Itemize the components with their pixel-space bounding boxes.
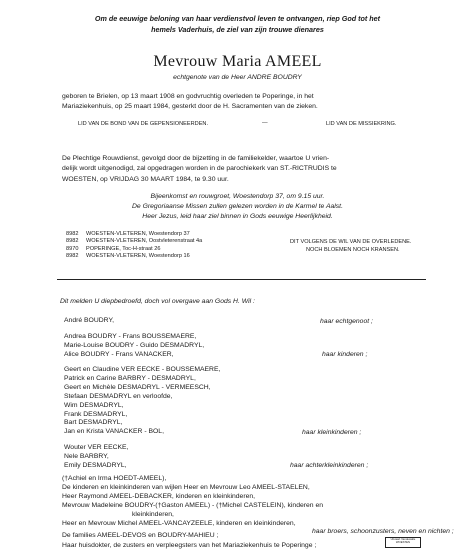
great-grandchildren-list bbox=[64, 444, 128, 471]
list-item: Wouter VER EECKE, bbox=[64, 444, 129, 451]
list-item: Frank DESMADRYL, bbox=[64, 410, 128, 418]
stamp-line: WOESTEN bbox=[395, 540, 411, 545]
header-line-1: Om de eeuwige beloning van haar verdienstvol leven te ontvangen, riep God tot het bbox=[94, 14, 381, 23]
intro-line: Dit melden U diepbedroefd, doch vol overgave aan Gods H. Wil : bbox=[60, 298, 255, 305]
birth-death-line-1: geboren te Brielen, op 13 maart 1908 en godvruchtig overleden te Poperinge, in het bbox=[62, 93, 314, 100]
doctor-line: Haar huisdokter, de zusters en verpleegsters van het Mariaziekenhuis te Poperinge ; bbox=[62, 542, 317, 549]
list-item: Nele BARBRY, bbox=[64, 452, 109, 460]
list-item: Wim DESMADRYL, bbox=[64, 401, 124, 409]
husband-role: haar echtgenoot ; bbox=[320, 318, 373, 325]
masses-line: De Gregoriaanse Missen zullen gelezen worden in de Karmel te Aalst. bbox=[132, 203, 343, 210]
list-item: Jan en Krista VANACKER - BOL, bbox=[64, 428, 164, 436]
children-role: haar kinderen ; bbox=[322, 351, 368, 358]
list-item: Bart DESMADRYL, bbox=[64, 419, 123, 427]
list-item: Heer Raymond AMEEL-DEBACKER, kinderen en kleinkinderen, bbox=[62, 492, 256, 500]
printer-stamp bbox=[385, 537, 421, 548]
list-item: Geert en Michèle DESMADRYL - VERMEESCH, bbox=[64, 383, 211, 391]
list-item: Geert en Claudine VER EECKE - BOUSSEMAERE, bbox=[64, 366, 221, 373]
list-item: Mevrouw Madeleine BOUDRY-(†Gaston AMEEL) - (†Michel CASTELEIN), kinderen en bbox=[62, 501, 324, 509]
grandchildren-list bbox=[64, 366, 220, 437]
husband-name: André BOUDRY, bbox=[64, 317, 114, 324]
list-item: Heer en Mevrouw Michel AMEEL-VANCAYZEELE, kinderen en kleinkinderen, bbox=[62, 519, 296, 527]
list-item: De kinderen en kleinkinderen van wijlen Heer en Mevrouw Leo AMEEL-STAELEN, bbox=[62, 483, 310, 491]
address-list bbox=[66, 231, 202, 260]
list-item: Emily DESMADRYL, bbox=[64, 461, 127, 469]
great-grandchildren-role: haar achterkleinkinderen ; bbox=[290, 462, 369, 469]
children-list bbox=[64, 333, 204, 360]
gathering-line: Bijeenkomst en rouwgroet, Woestendorp 37, om 9.15 uur. bbox=[150, 193, 325, 200]
deceased-name: Mevrouw Maria AMEEL bbox=[153, 53, 322, 70]
address-row: 8982 WOESTEN-VLETEREN, Woestendorp 16 bbox=[66, 252, 190, 259]
service-line-1: De Plechtige Rouwdienst, gevolgd door de bijzetting in de familiekelder, waartoe U vrien- bbox=[62, 155, 330, 162]
address-row: 8982 WOESTEN-VLETEREN, Oostvleterenstraat 4a bbox=[66, 238, 203, 245]
other-relatives bbox=[62, 475, 454, 537]
grandchildren-role: haar kleinkinderen ; bbox=[302, 429, 362, 436]
list-item: Andrea BOUDRY - Frans BOUSSEMAERE, bbox=[64, 333, 197, 340]
membership-dash: — bbox=[262, 120, 268, 126]
list-item: (†Achiel en Irma HOEDT-AMEEL), bbox=[62, 475, 167, 482]
wish-line-2: NOCH BLOEMEN NOCH KRANSEN. bbox=[306, 247, 400, 253]
section-divider bbox=[57, 279, 426, 280]
prayer-line: Heer Jezus, leid haar ziel binnen in Gods eeuwige Heerlijkheid. bbox=[142, 213, 333, 220]
service-line-3: WOESTEN, op VRIJDAG 30 MAART 1984, te 9.30 uur. bbox=[62, 176, 229, 183]
list-item: haar broers, schoonzusters, neven en nichten ; bbox=[312, 528, 454, 536]
wish-line-1: DIT VOLGENS DE WIL VAN DE OVERLEDENE. bbox=[290, 239, 412, 245]
membership-left: LID VAN DE BOND VAN DE GEPENSIONEERDEN. bbox=[78, 121, 209, 127]
spouse-line: echtgenote van de Heer ANDRE BOUDRY bbox=[173, 74, 302, 81]
list-item: Marie-Louise BOUDRY - Guido DESMADRYL, bbox=[64, 341, 205, 349]
address-row: 8970 POPERINGE, Toc-H-straat 26 bbox=[66, 245, 161, 252]
membership-right: LID VAN DE MISSIEKRING. bbox=[326, 121, 397, 127]
header-line-2: hemels Vaderhuis, de ziel van zijn trouwe dienares bbox=[151, 25, 324, 34]
families-line: De families AMEEL-DEVOS en BOUDRY-MAHIEU ; bbox=[62, 532, 219, 539]
list-item: Patrick en Carine BARBRY - DESMADRYL, bbox=[64, 374, 196, 382]
list-item: Alice BOUDRY - Frans VANACKER, bbox=[64, 350, 174, 358]
list-item: Stefaan DESMADRYL en verloofde, bbox=[64, 392, 173, 400]
service-line-2: delijk wordt uitgenodigd, zal opgedragen worden in de parochiekerk van ST.-RICTRUDIS te bbox=[62, 165, 337, 172]
stamp-line: Uitvaart Vandewalle bbox=[390, 537, 416, 541]
list-item: kleinkinderen, bbox=[132, 510, 174, 518]
birth-death-line-2: Mariaziekenhuis, op 25 maart 1984, gesterkt door de H. Sacramenten van de zieken. bbox=[62, 103, 318, 110]
address-row: 8982 WOESTEN-VLETEREN, Woestendorp 37 bbox=[66, 231, 190, 237]
